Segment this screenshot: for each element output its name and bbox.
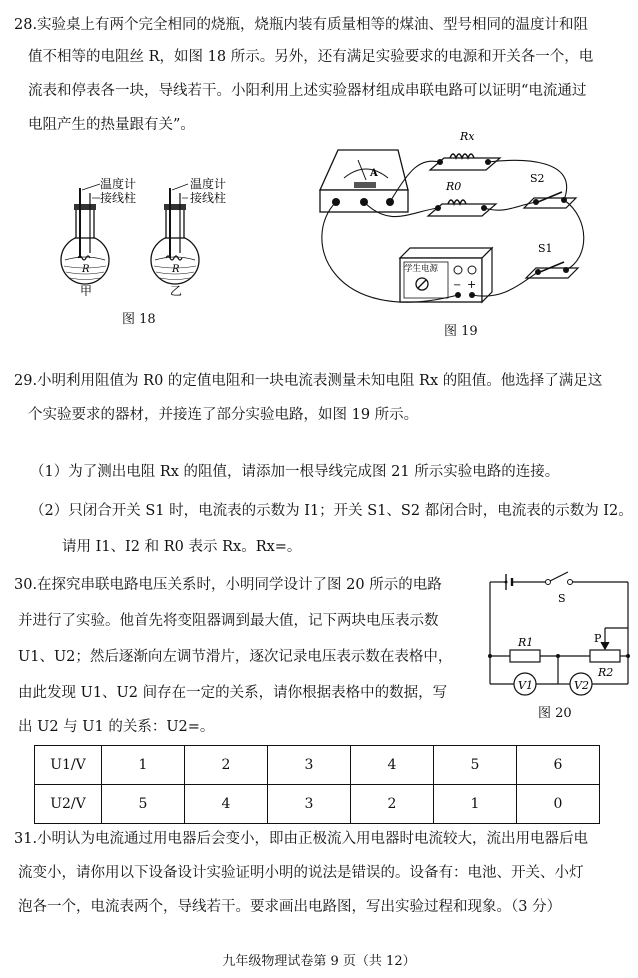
fig18-label-thermometer-b: 温度计	[190, 177, 227, 191]
q28-line-3: 流表和停表各一块，导线若干。小阳利用上述实验器材组成串联电路可以证明“电流通过	[28, 83, 587, 99]
q30-line-1: 30.在探究串联电路电压关系时，小明同学设计了图 20 所示的电路	[14, 577, 442, 593]
q30-line-5: 出 U2 与 U1 的关系：U2=。	[18, 719, 215, 735]
resistor-r0	[428, 180, 496, 216]
fig18-resistor-a: R	[82, 264, 90, 275]
table-cell: 4	[351, 746, 434, 785]
fig18-flask-a-label: 甲	[80, 284, 93, 296]
figure-20	[484, 570, 634, 720]
voltage-table	[34, 745, 600, 824]
ammeter-symbol: A	[370, 168, 378, 179]
fig18-caption: 图 18	[122, 312, 156, 327]
figure-19	[300, 128, 600, 328]
fig18-label-thermometer-a: 温度计	[100, 177, 137, 191]
q29-line-4: （2）只闭合开关 S1 时，电流表的示数为 I1；开关 S1、S2 都闭合时，电流表的示数为 I2。	[30, 503, 633, 519]
fig19-r0-label: R0	[446, 180, 462, 193]
q28-line-4: 电阻产生的热量跟有关”。	[28, 117, 195, 133]
q28-line-2: 值不相等的电阻丝 R，如图 18 所示。另外，还有满足实验要求的电源和开关各一个，电	[28, 49, 594, 65]
resistor-rx	[430, 130, 500, 170]
fig20-caption: 图 20	[538, 706, 572, 721]
fig18-label-terminal-a: 接线柱	[100, 191, 137, 205]
fig19-s2-label: S2	[530, 172, 545, 185]
table-header-u2: U2/V	[35, 785, 102, 824]
power-plus: +	[467, 278, 477, 291]
table-row	[35, 785, 600, 824]
page-footer: 九年级物理试卷第 9 页（共 12）	[222, 954, 416, 969]
fig20-v1-label: V1	[518, 679, 533, 692]
fig20-r1-label: R1	[518, 636, 534, 649]
table-cell: 1	[102, 746, 185, 785]
fig18-flask-b-label: 乙	[170, 284, 183, 296]
table-header-u1: U1/V	[35, 746, 102, 785]
table-cell: 5	[434, 746, 517, 785]
fig20-slider-label: P	[594, 632, 602, 645]
figure-18	[52, 168, 242, 296]
q30-line-2: 并进行了实验。他首先将变阻器调到最大值，记下两块电压表示数	[18, 613, 439, 629]
q31-line-1: 31.小明认为电流通过用电器后会变小，即由正极流入用电器时电流较大，流出用电器后电	[14, 831, 589, 847]
table-cell: 1	[434, 785, 517, 824]
q30-line-4: 由此发现 U1、U2 间存在一定的关系，请你根据表格中的数据，写	[18, 685, 448, 701]
fig20-v2-label: V2	[574, 679, 589, 692]
table-cell: 4	[185, 785, 268, 824]
table-cell: 3	[268, 785, 351, 824]
fig20-switch-label: S	[558, 592, 566, 605]
q29-line-2: 个实验要求的器材，并接连了部分实验电路，如图 19 所示。	[28, 407, 419, 423]
fig19-s1-label: S1	[538, 242, 553, 255]
q30-line-3: U1、U2；然后逐渐向左调节滑片，逐次记录电压表示数在表格中，	[18, 649, 453, 665]
q31-line-3: 泡各一个，电流表两个，导线若干。要求画出电路图，写出实验过程和现象。（3 分）	[18, 899, 562, 915]
table-cell: 5	[102, 785, 185, 824]
table-cell: 2	[351, 785, 434, 824]
fig18-label-terminal-b: 接线柱	[190, 191, 227, 205]
table-row	[35, 746, 600, 785]
q29-line-5: 请用 I1、I2 和 R0 表示 Rx。Rx=。	[62, 539, 302, 555]
q29-line-3: （1）为了测出电阻 Rx 的阻值，请添加一根导线完成图 21 所示实验电路的连接。	[30, 464, 560, 480]
q28-line-1: 28.实验桌上有两个完全相同的烧瓶，烧瓶内装有质量相等的煤油、型号相同的温度计和阻	[14, 17, 589, 33]
q29-line-1: 29.小明利用阻值为 R0 的定值电阻和一块电流表测量未知电阻 Rx 的阻值。他选择了满足这	[14, 373, 603, 389]
power-supply-label: 学生电源	[404, 264, 439, 274]
power-minus: −	[453, 280, 462, 291]
q31-line-2: 流变小，请你用以下设备设计实验证明小明的说法是错误的。设备有：电池、开关、小灯	[18, 865, 584, 881]
table-cell: 2	[185, 746, 268, 785]
table-cell: 0	[517, 785, 600, 824]
fig18-resistor-b: R	[172, 264, 180, 275]
fig20-r2-label: R2	[598, 666, 614, 679]
fig19-rx-label: Rx	[460, 130, 475, 143]
fig19-caption: 图 19	[444, 324, 478, 339]
switch-s1	[526, 242, 578, 278]
power-supply	[400, 248, 492, 302]
table-cell: 3	[268, 746, 351, 785]
table-cell: 6	[517, 746, 600, 785]
